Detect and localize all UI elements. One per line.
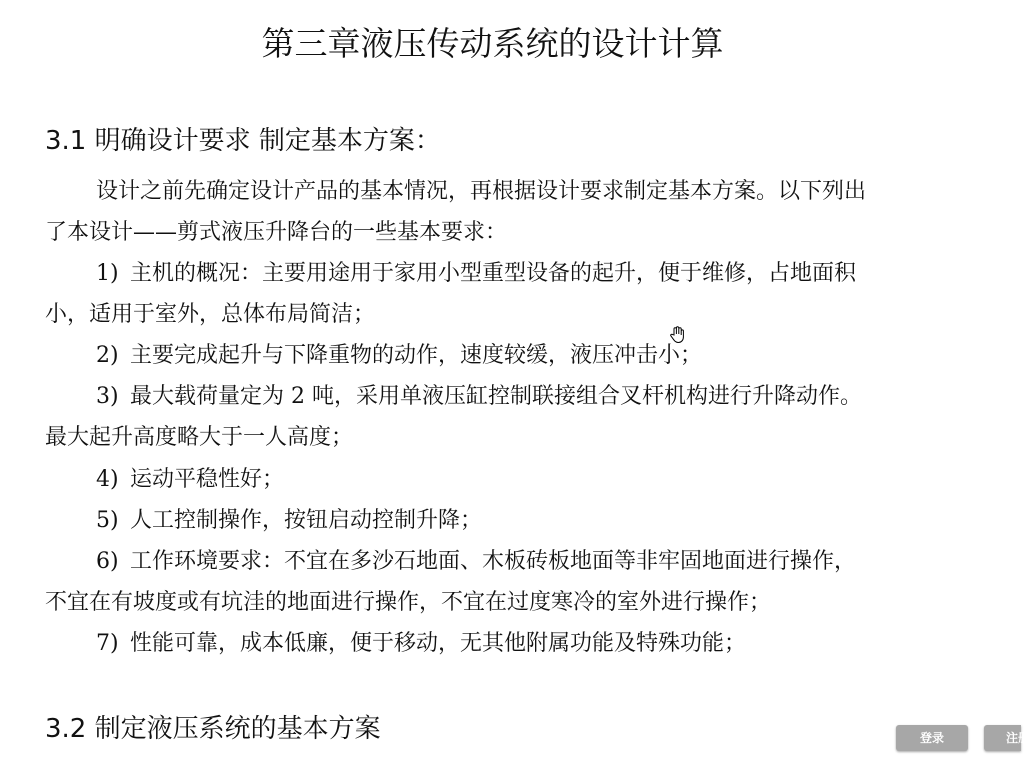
list-item-number: 5) bbox=[96, 508, 119, 533]
list-item-number: 4) bbox=[96, 467, 119, 492]
list-item-7 bbox=[96, 629, 746, 659]
login-button[interactable]: 登录 bbox=[896, 725, 968, 751]
list-item-number: 3) bbox=[96, 384, 119, 409]
list-item-number: 6) bbox=[96, 549, 119, 574]
intro-paragraph-line-1: 设计之前先确定设计产品的基本情况，再根据设计要求制定基本方案。以下列出 bbox=[96, 179, 867, 204]
section-heading-3-2: 3.2 制定液压系统的基本方案 bbox=[45, 714, 381, 744]
page-title: 第三章液压传动系统的设计计算 bbox=[261, 24, 724, 63]
section-heading-3-1: 3.1 明确设计要求 制定基本方案： bbox=[45, 126, 441, 156]
list-item-text: 性能可靠，成本低廉，便于移动，无其他附属功能及特殊功能； bbox=[130, 631, 747, 656]
list-item-3 bbox=[96, 382, 862, 412]
list-item-text: 主要完成起升与下降重物的动作，速度较缓，液压冲击小； bbox=[130, 343, 703, 368]
list-item-text: 运动平稳性好； bbox=[130, 467, 285, 492]
list-item-text: 最大载荷量定为 2 吨，采用单液压缸控制联接组合叉杆机构进行升降动作。 bbox=[130, 384, 862, 409]
list-item-number: 2) bbox=[96, 343, 119, 368]
hand-cursor-icon bbox=[669, 326, 685, 344]
list-item-text: 主机的概况：主要用途用于家用小型重型设备的起升，便于维修，占地面积 bbox=[130, 261, 857, 286]
list-item-4 bbox=[96, 465, 284, 495]
list-item-2 bbox=[96, 341, 702, 371]
list-item-3-continuation: 最大起升高度略大于一人高度； bbox=[45, 425, 354, 450]
list-item-number: 1) bbox=[96, 261, 119, 286]
list-item-6 bbox=[96, 547, 856, 577]
list-item-5 bbox=[96, 506, 482, 536]
list-item-number: 7) bbox=[96, 631, 119, 656]
list-item-text: 工作环境要求：不宜在多沙石地面、木板砖板地面等非牢固地面进行操作， bbox=[130, 549, 857, 574]
list-item-text: 人工控制操作，按钮启动控制升降； bbox=[130, 508, 483, 533]
intro-paragraph-line-2: 了本设计——剪式液压升降台的一些基本要求： bbox=[45, 220, 508, 245]
list-item-6-continuation: 不宜在有坡度或有坑洼的地面进行操作，不宜在过度寒冷的室外进行操作； bbox=[45, 590, 772, 615]
list-item-1 bbox=[96, 259, 856, 289]
list-item-1-continuation: 小，适用于室外，总体布局简洁； bbox=[45, 302, 376, 327]
register-button[interactable]: 注册 bbox=[984, 725, 1021, 751]
